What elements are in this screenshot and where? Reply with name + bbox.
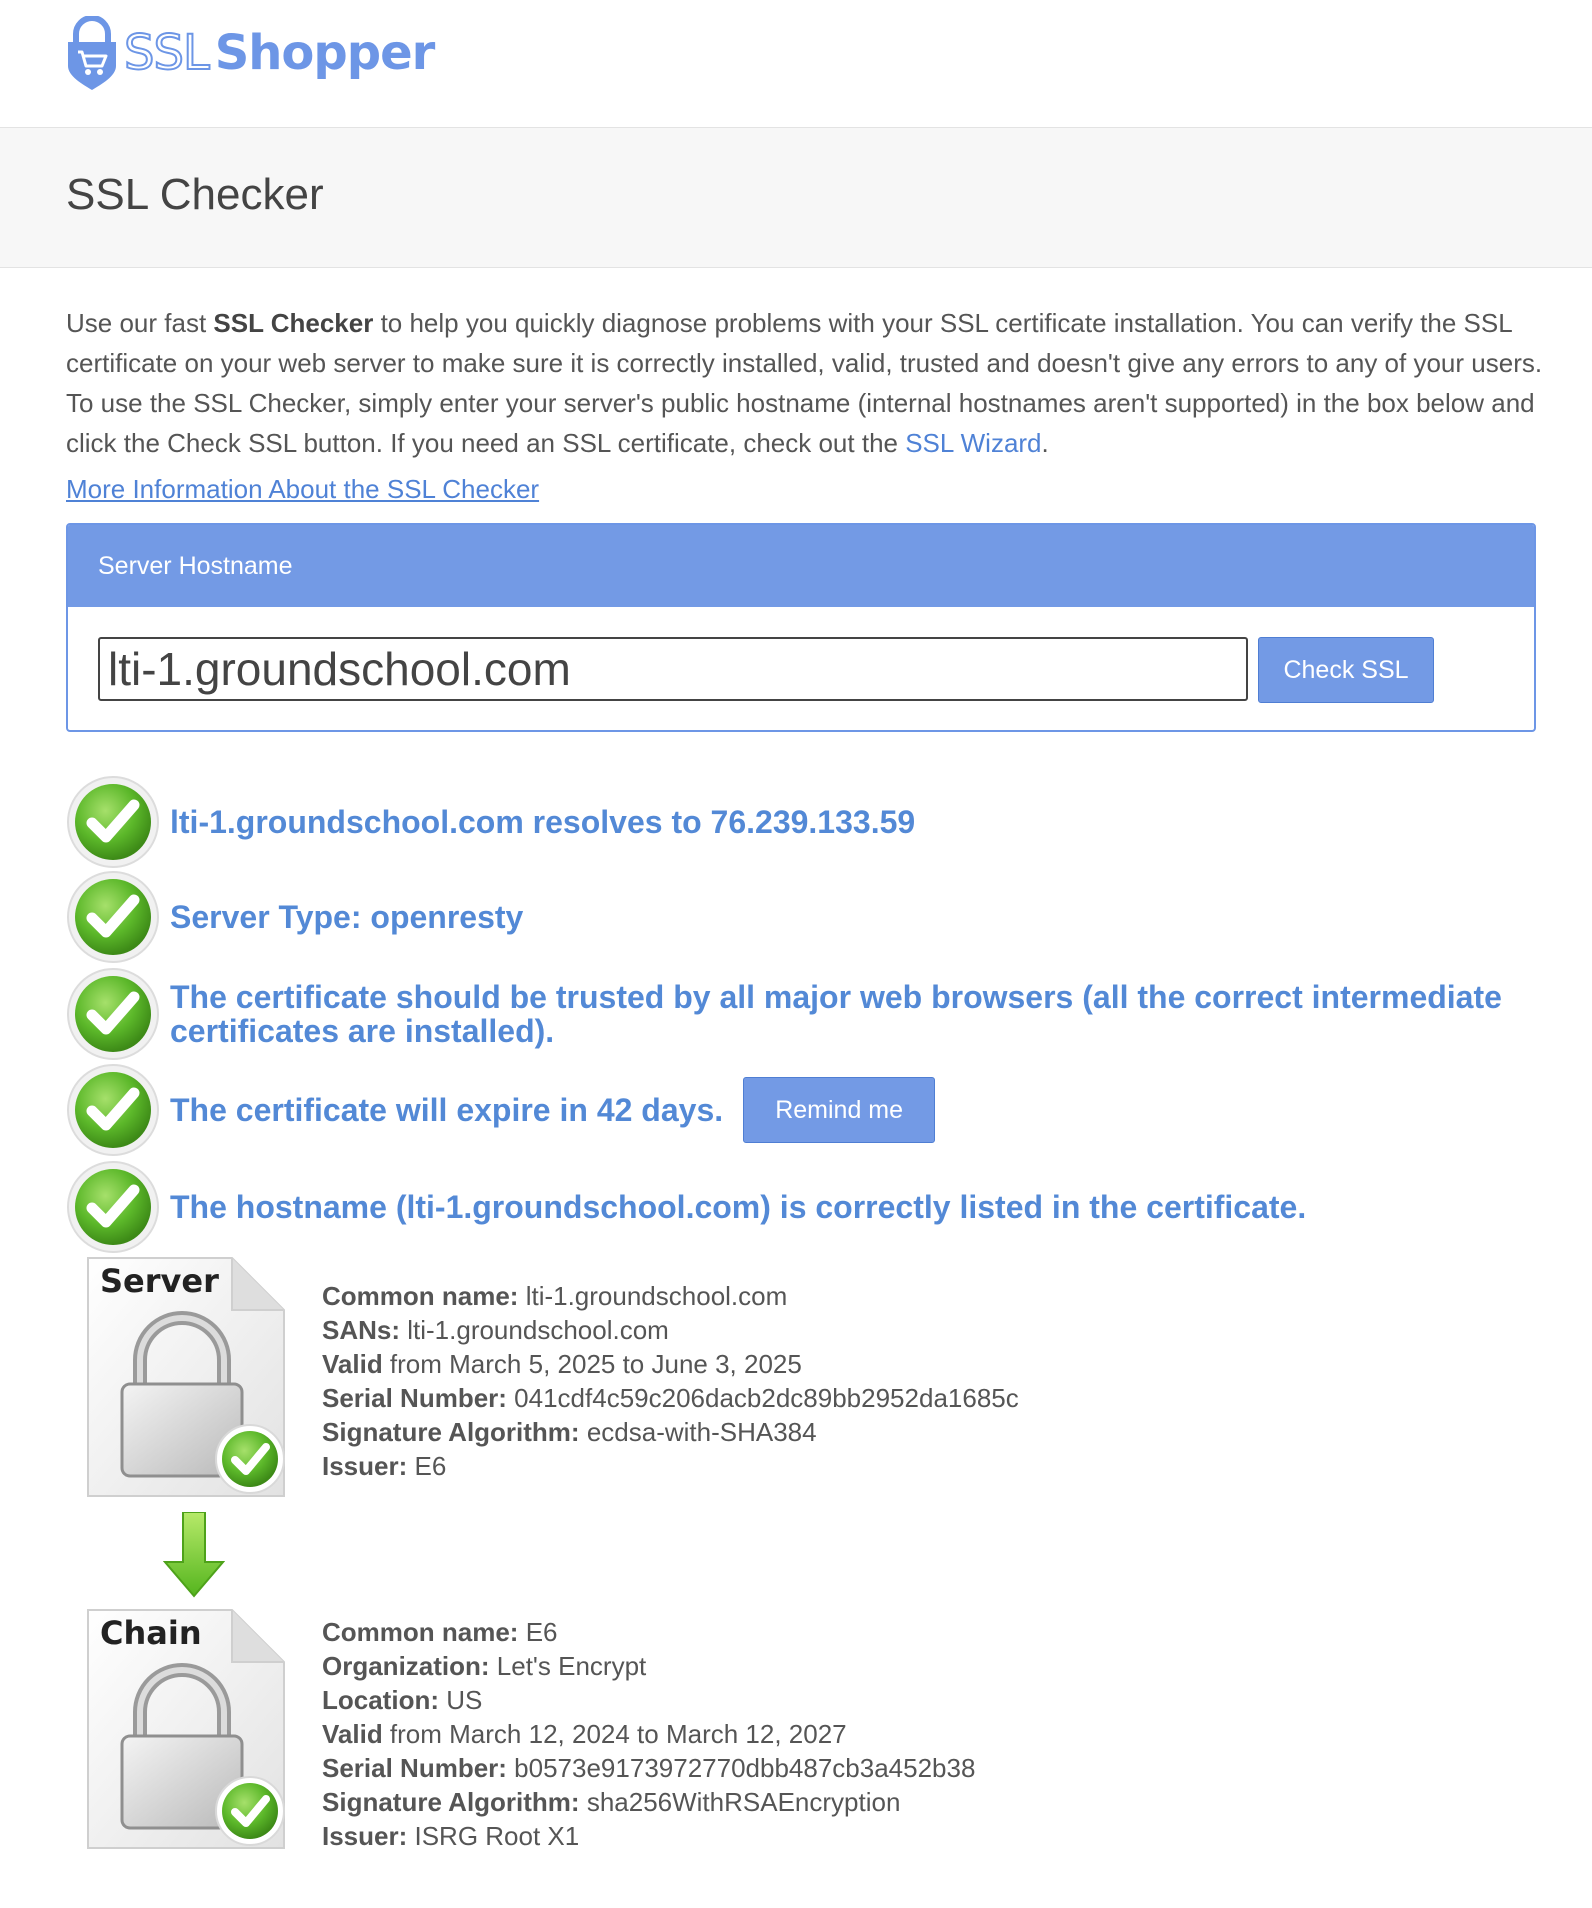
chain-cert-details [322, 1615, 975, 1853]
title-bar [0, 128, 1592, 268]
server-common-name: Common name: lti-1.groundschool.com [322, 1281, 788, 1311]
hostname-panel [66, 523, 1536, 732]
server-sans: SANs: lti-1.groundschool.com [322, 1315, 669, 1345]
intro-text-1: Use our fast [66, 308, 214, 338]
chain-valid: Valid from March 12, 2024 to March 12, 2027 [322, 1719, 847, 1749]
result-item [66, 1063, 935, 1157]
result-server-type: Server Type: openresty [170, 899, 524, 935]
logo-text-shopper: Shopper [214, 25, 435, 81]
more-info-link[interactable]: More Information About the SSL Checker [66, 474, 540, 504]
check-icon [66, 1160, 160, 1254]
server-signature-algorithm: Signature Algorithm: ecdsa-with-SHA384 [322, 1417, 817, 1447]
check-icon [66, 967, 160, 1061]
result-resolves: lti-1.groundschool.com resolves to 76.239.133.59 [170, 804, 916, 840]
result-item [66, 775, 915, 869]
chain-common-name: Common name: E6 [322, 1617, 558, 1647]
server-valid: Valid from March 5, 2025 to June 3, 2025 [322, 1349, 802, 1379]
check-icon [66, 870, 160, 964]
server-cert-details [322, 1279, 1019, 1483]
hostname-input[interactable] [98, 637, 1248, 701]
result-hostname-listed: The hostname (lti-1.groundschool.com) is correctly listed in the certificate. [170, 1189, 1307, 1225]
server-serial: Serial Number: 041cdf4c59c206dacb2dc89bb2952da1685c [322, 1383, 1019, 1413]
chain-signature-algorithm: Signature Algorithm: sha256WithRSAEncryption [322, 1787, 901, 1817]
server-certificate-image [82, 1252, 292, 1502]
chain-location: Location: US [322, 1685, 483, 1715]
check-ssl-button[interactable]: Check SSL [1258, 637, 1434, 703]
remind-me-button[interactable]: Remind me [743, 1077, 935, 1143]
server-image-label: Server [100, 1262, 219, 1300]
page-title: SSL Checker [66, 170, 324, 219]
logo[interactable] [66, 16, 434, 90]
site-header [0, 0, 1592, 128]
result-trusted: The certificate should be trusted by all major web browsers (all the correct intermediate certificates are installed). [170, 979, 1502, 1049]
intro-text-3: . [1041, 428, 1049, 458]
chain-certificate-image [82, 1604, 292, 1854]
logo-text-ssl: SSL [124, 25, 209, 81]
check-icon [66, 775, 160, 869]
result-item [66, 967, 1546, 1061]
result-item [66, 1160, 1306, 1254]
check-icon [66, 1063, 160, 1157]
result-item [66, 870, 523, 964]
result-expiry: The certificate will expire in 42 days. [170, 1092, 724, 1128]
intro-bold: SSL Checker [213, 308, 374, 338]
chain-image-label: Chain [100, 1614, 202, 1652]
intro-text-2: to help you quickly diagnose problems with your SSL certificate installation. You can verify the SSL certificate on your web server to make sure it is correctly installed, valid, trusted and doesn't give any errors to any of your users. To use the SSL Checker, simply enter your server's public hostname (internal hostnames aren't supported) in the box below and click the Check SSL button. If you need an SSL certificate, check out the [66, 308, 1543, 458]
chain-serial: Serial Number: b0573e9173972770dbb487cb3a452b38 [322, 1753, 976, 1783]
panel-title: Server Hostname [68, 525, 1534, 607]
intro-paragraph [66, 303, 1546, 463]
chain-arrow-icon [163, 1512, 225, 1598]
chain-organization: Organization: Let's Encrypt [322, 1651, 647, 1681]
cart-shield-logo-icon [66, 16, 118, 90]
chain-issuer: Issuer: ISRG Root X1 [322, 1821, 580, 1851]
server-issuer: Issuer: E6 [322, 1451, 447, 1481]
ssl-wizard-link[interactable]: SSL Wizard [905, 428, 1042, 458]
